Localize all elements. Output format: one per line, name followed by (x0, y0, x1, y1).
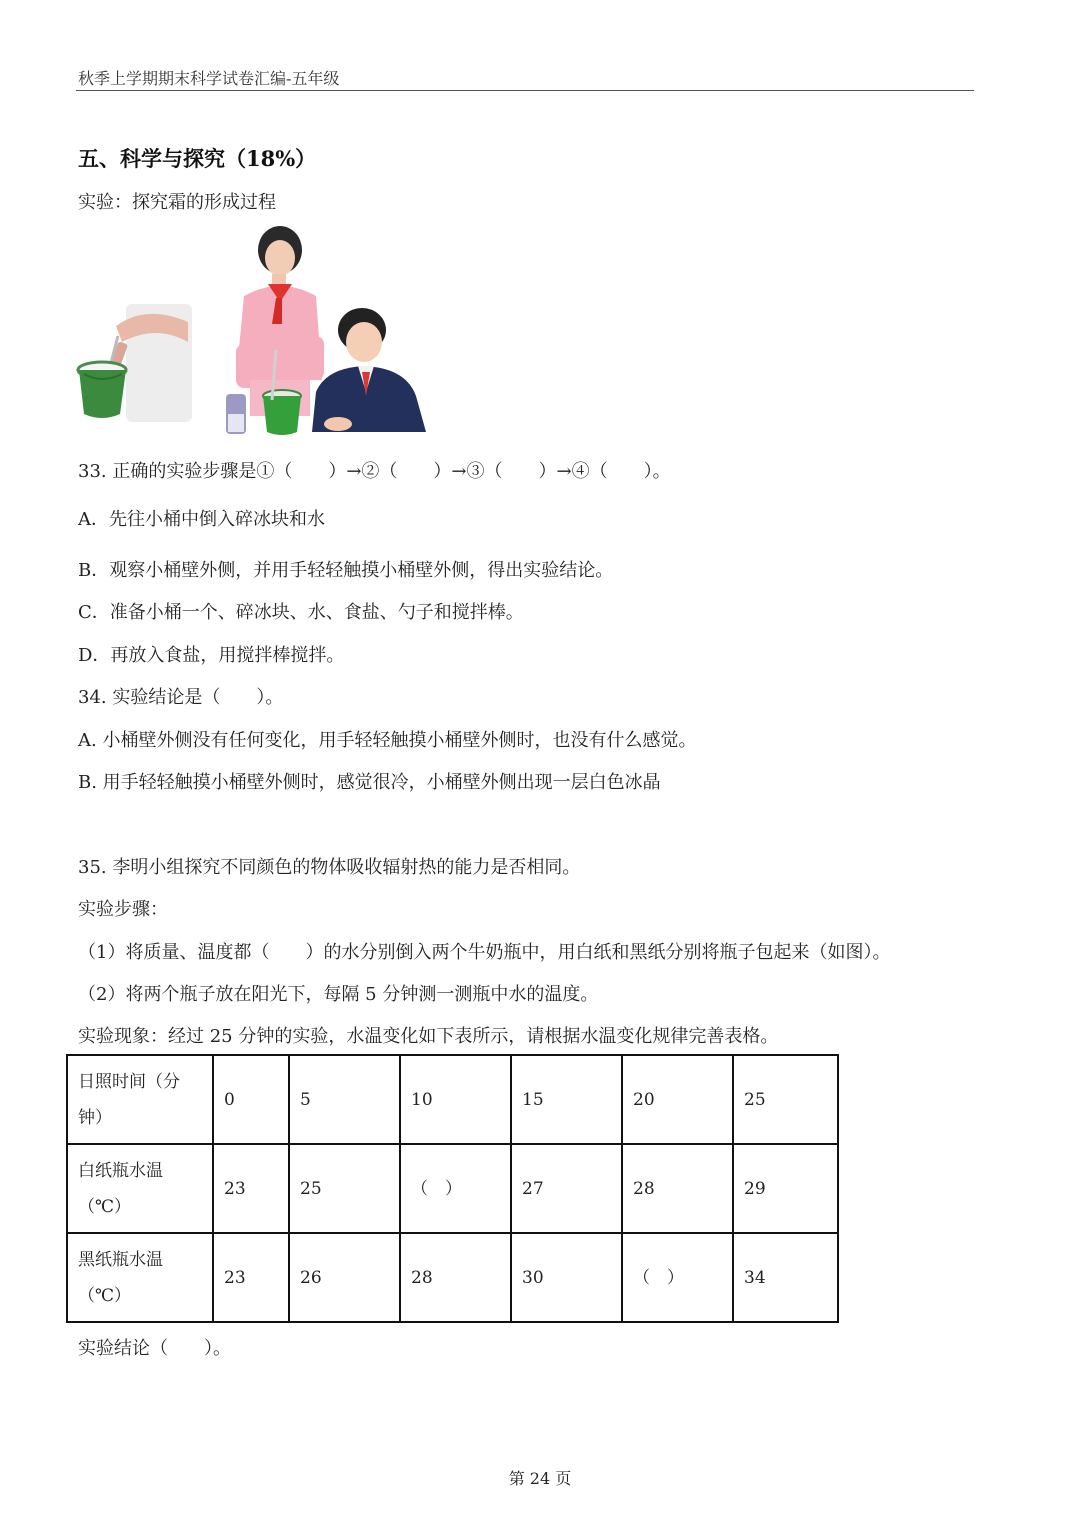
row-header-line: 黑纸瓶水温 (78, 1249, 163, 1270)
answer-blank-cell[interactable]: （ ） (622, 1233, 733, 1322)
table-cell: 26 (289, 1233, 400, 1322)
answer-blank-cell[interactable]: （ ） (400, 1144, 511, 1233)
table-cell: 27 (511, 1144, 622, 1233)
table-row (67, 1233, 838, 1322)
table-row (67, 1144, 838, 1233)
q33-option-b: B．观察小桶壁外侧，并用手轻轻触摸小桶壁外侧，得出实验结论。 (78, 560, 614, 581)
table-cell: 5 (289, 1055, 400, 1144)
q35-conclusion: 实验结论（ ）。 (78, 1338, 231, 1359)
question-35: 35. 李明小组探究不同颜色的物体吸收辐射热的能力是否相同。 (78, 857, 581, 878)
table-cell: 10 (400, 1055, 511, 1144)
q34-option-a: A. 小桶壁外侧没有任何变化，用手轻轻触摸小桶壁外侧时，也没有什么感觉。 (78, 730, 697, 751)
q35-steps-label: 实验步骤： (78, 899, 168, 920)
row-header-line: （℃） (78, 1196, 132, 1217)
table-cell: 15 (511, 1055, 622, 1144)
row-header-white (67, 1144, 213, 1233)
experiment-illustration (76, 224, 436, 440)
temperature-table (66, 1054, 839, 1323)
table-cell: 20 (622, 1055, 733, 1144)
table-cell: 0 (213, 1055, 289, 1144)
row-header-line: （℃） (78, 1285, 132, 1306)
page-header: 秋季上学期期末科学试卷汇编-五年级 (78, 69, 340, 88)
section-title: 五、科学与探究（18%） (78, 146, 317, 171)
q35-step-2: （2）将两个瓶子放在阳光下，每隔 5 分钟测一测瓶中水的温度。 (78, 984, 599, 1005)
q35-step-1: （1）将质量、温度都（ ）的水分别倒入两个牛奶瓶中，用白纸和黑纸分别将瓶子包起来（如图）。 (78, 942, 891, 963)
row-header-line: 日照时间（分 (78, 1071, 180, 1092)
row-header-black (67, 1233, 213, 1322)
table-row (67, 1055, 838, 1144)
page-number: 第 24 页 (508, 1469, 572, 1488)
table-cell: 25 (289, 1144, 400, 1233)
q33-option-d: D．再放入食盐，用搅拌棒搅拌。 (78, 645, 345, 666)
q33-option-a: A．先往小桶中倒入碎冰块和水 (78, 509, 325, 530)
table-cell: 25 (733, 1055, 838, 1144)
q33-option-c: C．准备小桶一个、碎冰块、水、食盐、勺子和搅拌棒。 (78, 602, 524, 623)
header-divider (76, 90, 974, 91)
row-header-time (67, 1055, 213, 1144)
table-cell: 23 (213, 1233, 289, 1322)
bucket-photo (78, 304, 192, 422)
table-cell: 28 (622, 1144, 733, 1233)
table-cell: 23 (213, 1144, 289, 1233)
table-cell: 29 (733, 1144, 838, 1233)
question-34: 34. 实验结论是（ ）。 (78, 687, 284, 708)
table-cell: 30 (511, 1233, 622, 1322)
row-header-line: 钟） (78, 1107, 112, 1128)
table-cell: 28 (400, 1233, 511, 1322)
table-cell: 34 (733, 1233, 838, 1322)
row-header-line: 白纸瓶水温 (78, 1160, 163, 1181)
question-33: 33. 正确的实验步骤是①（ ）→②（ ）→③（ ）→④（ ）。 (78, 461, 671, 482)
q35-phenomenon: 实验现象：经过 25 分钟的实验，水温变化如下表所示，请根据水温变化规律完善表格。 (78, 1026, 779, 1047)
q34-option-b: B. 用手轻轻触摸小桶壁外侧时，感觉很冷，小桶壁外侧出现一层白色冰晶 (78, 772, 661, 793)
boy-figure (312, 308, 426, 432)
experiment-title: 实验：探究霜的形成过程 (78, 192, 276, 213)
